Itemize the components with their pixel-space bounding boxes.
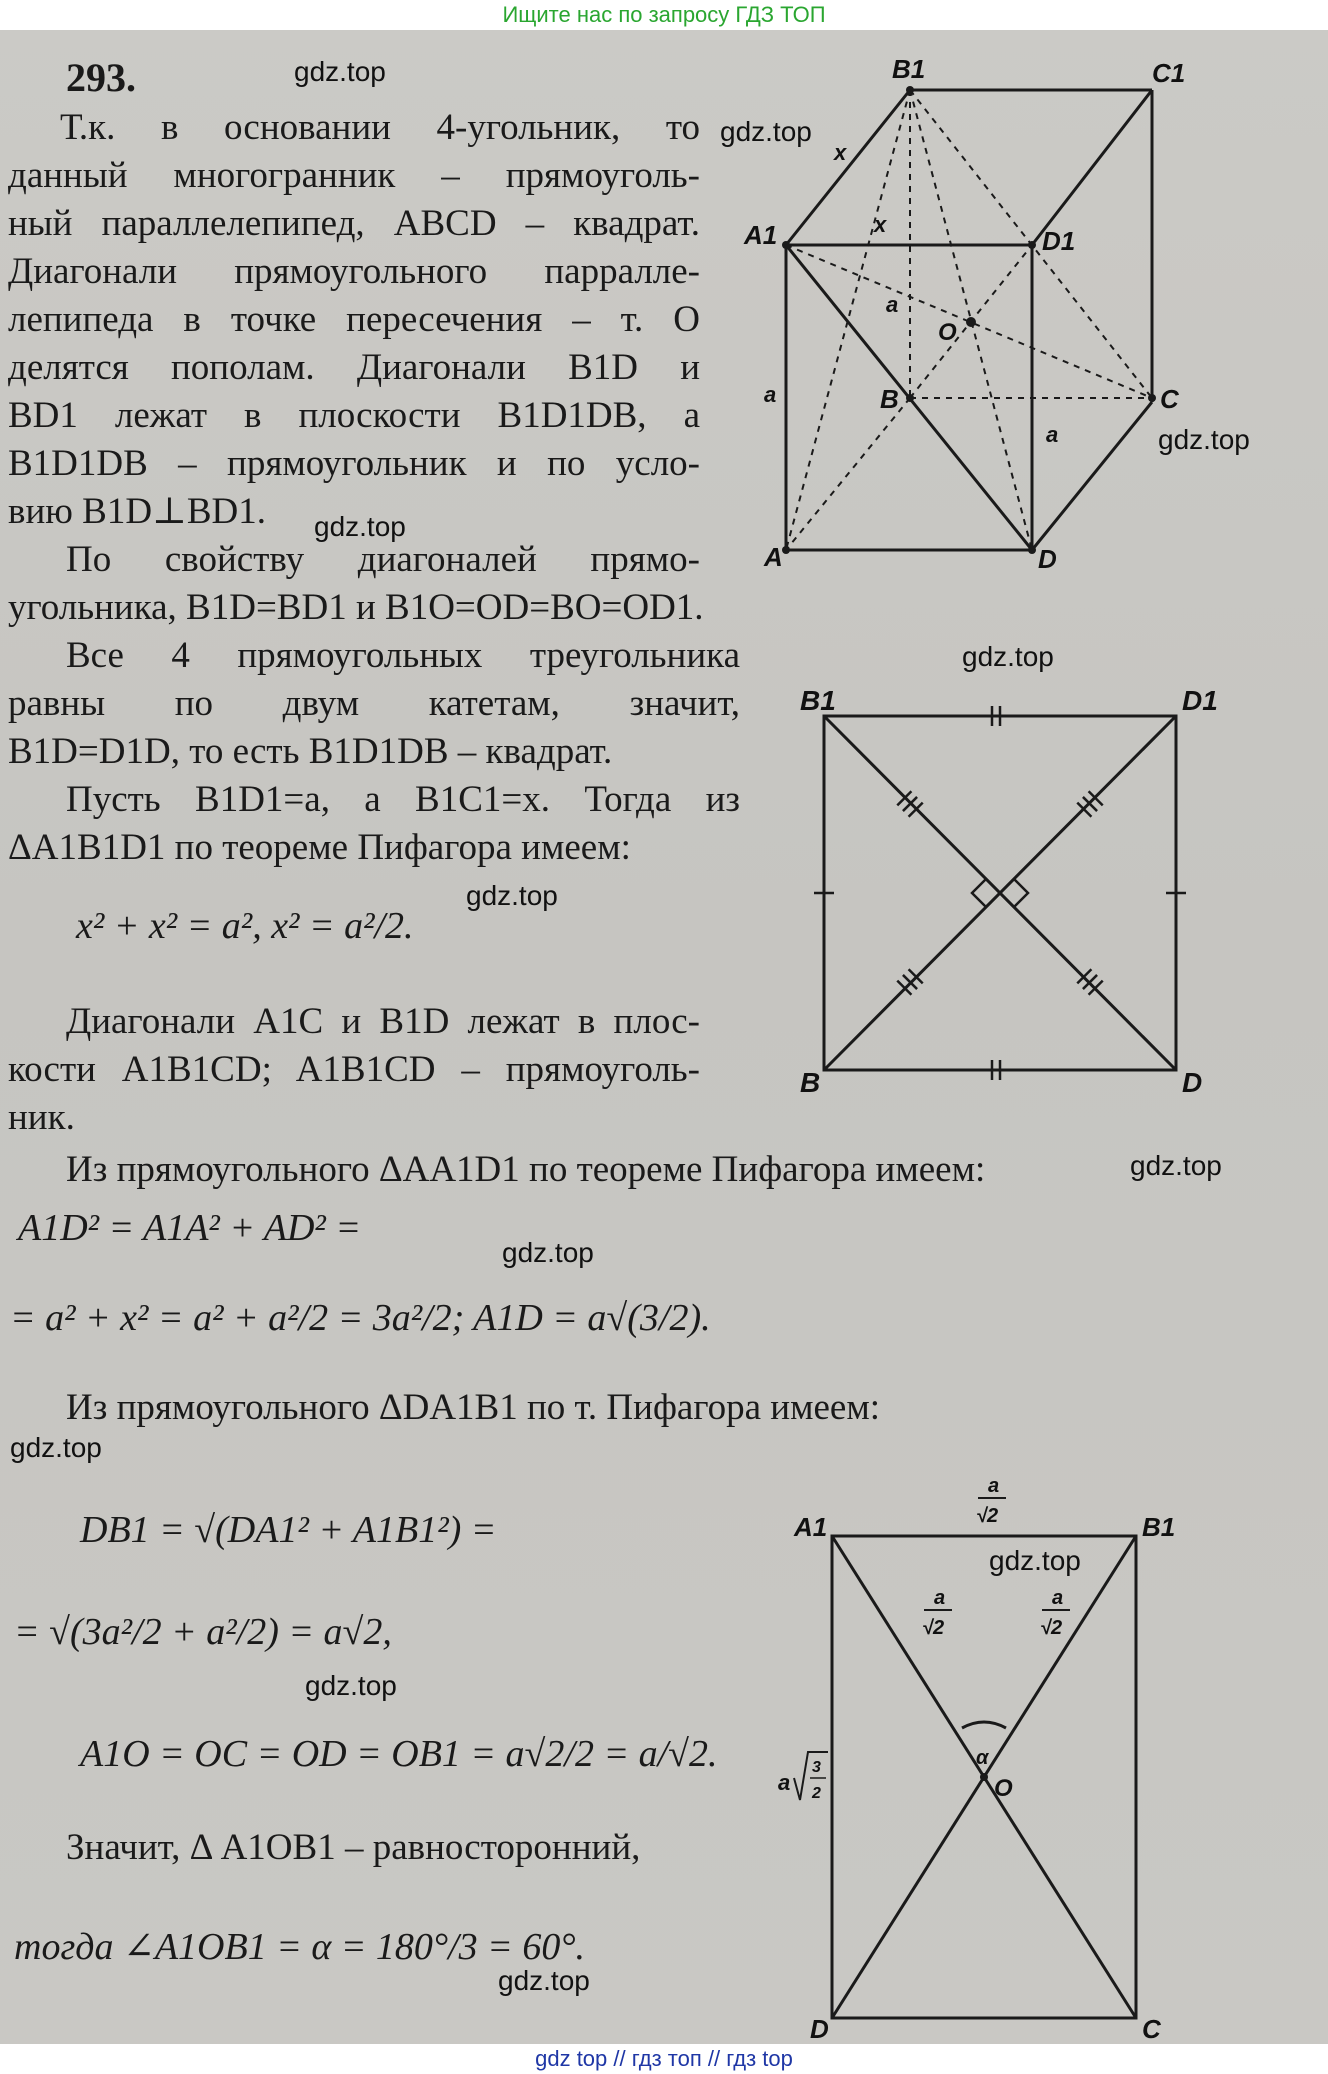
text-line: ΔA1B1D1 по теореме Пифагора имеем: — [8, 827, 631, 868]
text-line: Все 4 прямоугольных треугольника — [66, 635, 740, 676]
text-line: Из прямоугольного ΔDA1B1 по т. Пифагора имеем: — [66, 1387, 881, 1428]
label-alpha: α — [976, 1747, 989, 1769]
label-x-edge: x — [834, 140, 847, 165]
label-d: D — [810, 2014, 829, 2044]
watermark: gdz.top — [294, 56, 386, 87]
text-line: BD1 лежат в плоскости B1D1DB, а — [8, 395, 700, 436]
figure-square — [790, 680, 1230, 1100]
formula-pythagoras-x: x² + x² = a², x² = a²/2. — [76, 905, 414, 947]
watermark: gdz.top — [498, 1965, 590, 1996]
label-side-two: 2 — [812, 1785, 821, 1802]
label-rd-sqrt2: √2 — [1040, 1617, 1063, 1639]
label-o: O — [994, 1775, 1013, 1802]
formula-angle: тогда ∠A1OB1 = α = 180°/3 = 60°. — [14, 1926, 586, 1968]
text-line: B1D1DB – прямоугольник и по усло- — [8, 443, 700, 484]
watermark: gdz.top — [1158, 424, 1250, 455]
text-line: лепипеда в точке пересечения – т. O — [8, 299, 700, 340]
text-line: Диагонали прямоугольного парралле- — [8, 251, 700, 292]
text-line: ник. — [8, 1097, 75, 1138]
problem-number: 293. — [66, 55, 136, 100]
label-top-a: a — [988, 1475, 1000, 1497]
label-side-a: a — [778, 1770, 791, 1795]
text-line: угольника, B1D=BD1 и B1O=OD=BO=OD1. — [8, 587, 704, 628]
watermark: gdz.top — [502, 1237, 594, 1268]
text-line: делятся пополам. Диагонали B1D и — [8, 347, 700, 388]
formula-a1d-result: = a² + x² = a² + a²/2 = 3a²/2; A1D = a√(3/2). — [10, 1297, 711, 1339]
label-c: C — [1142, 2014, 1161, 2044]
text-line: Т.к. в основании 4-угольник, то — [60, 107, 700, 148]
watermark: gdz.top — [305, 1670, 397, 1701]
watermark: gdz.top — [1130, 1150, 1222, 1181]
label-b: B — [880, 384, 899, 414]
label-d1: D1 — [1042, 226, 1076, 256]
label-ld-a: a — [934, 1587, 946, 1609]
label-d: D — [1038, 544, 1057, 574]
label-ld-sqrt2: √2 — [922, 1617, 945, 1639]
watermark: gdz.top — [962, 641, 1054, 672]
label-b1: B1 — [800, 685, 836, 716]
text-line: вию B1D⊥BD1. — [8, 491, 267, 532]
label-side-three: 3 — [812, 1759, 821, 1776]
label-d1: D1 — [1182, 685, 1218, 716]
formula-a1o: A1O = OC = OD = OB1 = a√2/2 = a/√2. — [80, 1733, 718, 1775]
bottom-banner[interactable]: gdz top // гдз топ // гдз top — [0, 2044, 1328, 2074]
text-line: равны по двум катетам, значит, — [8, 683, 740, 724]
text-line: данный многогранник – прямоуголь- — [8, 155, 700, 196]
label-d: D — [1182, 1067, 1203, 1098]
label-c1: C1 — [1152, 58, 1186, 88]
text-line: Диагонали A1C и B1D лежат в плос- — [66, 1001, 700, 1042]
text-line: Значит, Δ A1OB1 – равносторонний, — [66, 1827, 641, 1868]
label-top-sqrt2: √2 — [976, 1505, 999, 1527]
formula-db1: DB1 = √(DA1² + A1B1²) = — [80, 1509, 497, 1551]
label-o: O — [938, 319, 957, 346]
watermark: gdz.top — [314, 511, 406, 542]
text-line: кости A1B1CD; A1B1CD – прямоуголь- — [8, 1049, 700, 1090]
label-a-left: a — [764, 382, 777, 407]
figure-rectangle — [770, 1460, 1230, 2044]
formula-db1-result: = √(3a²/2 + a²/2) = a√2, — [14, 1611, 392, 1653]
label-a1: A1 — [744, 220, 778, 250]
label-a: A — [764, 542, 783, 572]
label-a-right: a — [1046, 422, 1059, 447]
watermark: gdz.top — [10, 1432, 102, 1463]
watermark: gdz.top — [466, 880, 558, 911]
label-x-top: x — [874, 212, 887, 237]
label-b1: B1 — [892, 54, 926, 84]
top-banner[interactable]: Ищите нас по запросу ГДЗ ТОП — [0, 0, 1328, 30]
label-a1: A1 — [794, 1512, 828, 1542]
label-b: B — [800, 1067, 821, 1098]
label-c: C — [1160, 384, 1179, 414]
watermark: gdz.top — [720, 116, 812, 147]
text-line: ный параллелепипед, ABCD – квадрат. — [8, 203, 700, 244]
label-a-diag: a — [886, 292, 899, 317]
figure-parallelepiped — [740, 50, 1186, 580]
text-line: По свойству диагоналей прямо- — [66, 539, 700, 580]
text-line: Пусть B1D1=a, а B1C1=x. Тогда из — [66, 779, 740, 820]
formula-a1d-squared: A1D² = A1A² + AD² = — [18, 1207, 361, 1249]
watermark: gdz.top — [989, 1545, 1081, 1576]
label-b1: B1 — [1142, 1512, 1176, 1542]
text-line: B1D=D1D, то есть B1D1DB – квадрат. — [8, 731, 613, 772]
label-rd-a: a — [1052, 1587, 1064, 1609]
text-line: Из прямоугольного ΔAA1D1 по теореме Пифагора имеем: — [66, 1149, 986, 1190]
